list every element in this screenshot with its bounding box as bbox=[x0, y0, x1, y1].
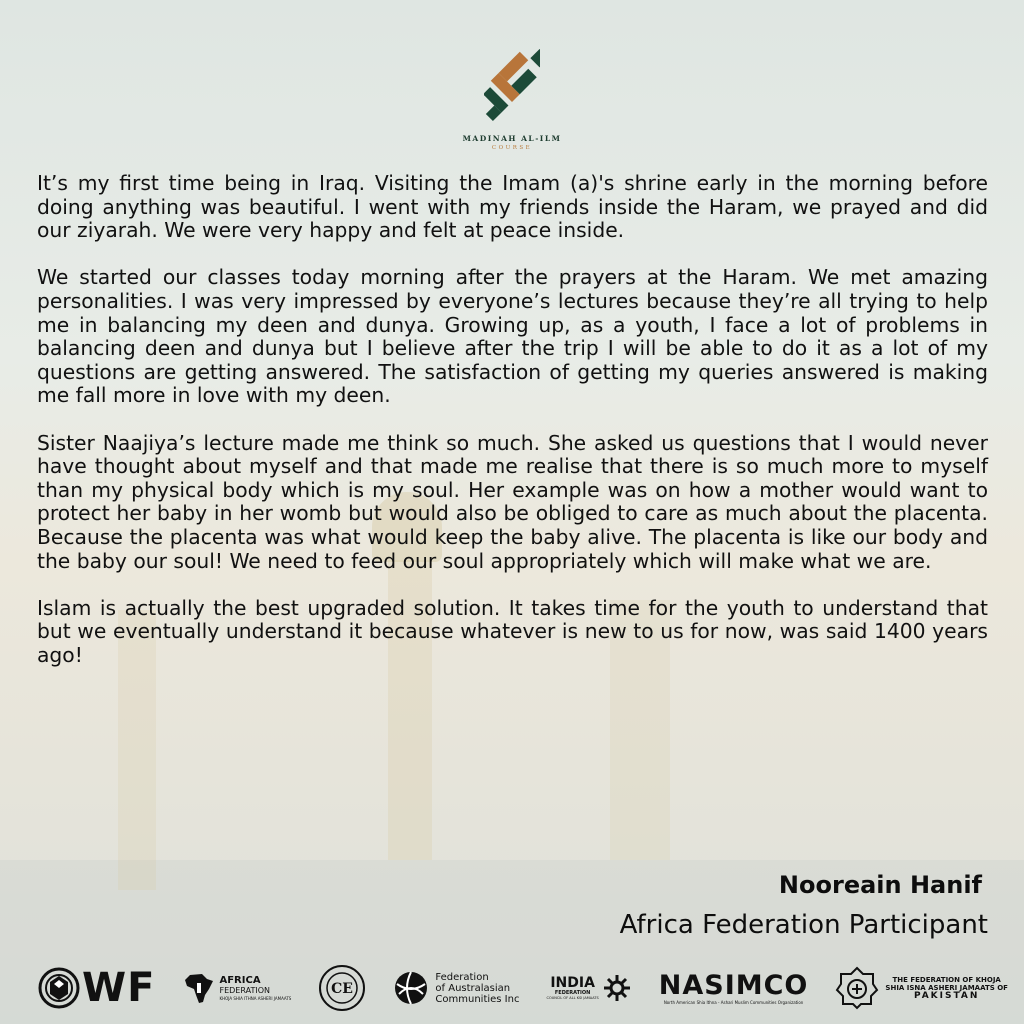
africa-federation-logo bbox=[182, 971, 291, 1005]
india-federation-tagline: COUNCIL OF ALL KSI JAMAATS bbox=[546, 995, 599, 1000]
fac-line-3: Communities Inc bbox=[435, 993, 520, 1005]
sponsor-logos bbox=[38, 960, 1008, 1016]
madinah-al-ilm-emblem-icon bbox=[484, 38, 540, 132]
testimonial-body bbox=[37, 172, 988, 691]
nasimco-tagline: North American Shia Ithna - Ashari Muslim Communities Organization bbox=[663, 999, 804, 1005]
india-federation-title: INDIA bbox=[550, 974, 595, 991]
fac-globe-icon bbox=[393, 970, 429, 1006]
svg-text:CE: CE bbox=[331, 981, 354, 997]
wf-logo bbox=[38, 965, 155, 1011]
council-of-european-jamaats-logo bbox=[318, 964, 366, 1012]
fac-line-1: Federation bbox=[435, 971, 489, 983]
pakistan-federation-line-3: PAKISTAN bbox=[913, 991, 980, 1001]
africa-federation-title: AFRICA bbox=[219, 974, 261, 986]
africa-federation-subtitle: FEDERATION bbox=[219, 985, 270, 995]
author-role: Africa Federation Participant bbox=[619, 910, 988, 940]
india-federation-logo bbox=[547, 973, 632, 1003]
paragraph: We started our classes today morning after the prayers at the Haram. We met amazing personalities. I was very impressed by everyone’s lectures because they’re all trying to help me in balancing my deen and dunya. Growing up, as a youth, I face a lot of problems in balancing deen and dunya but I believe after the trip I will be able to do it as a lot of my questions are getting answered. The satisfaction of getting my queries answered is making me fall more in love with my deen. bbox=[37, 265, 988, 408]
paragraph: Sister Naajiya’s lecture made me think so much. She asked us questions that I would never have thought about myself and that made me realise that there is so much more to myself than my physical body which is my soul. Her example was on how a mother would want to protect her baby in her womb but would also be obliged to care as much about the placenta. Because the placenta was what would keep the baby alive. The placenta is like our body and the baby our soul! We need to feed our soul appropriately which will make what we are. bbox=[37, 430, 988, 573]
nasimco-title: NASIMCO bbox=[658, 969, 809, 1001]
author-name: Nooreain Hanif bbox=[778, 871, 982, 899]
paragraph: It’s my first time being in Iraq. Visiting the Imam (a)'s shrine early in the morning before doing anything was beautiful. I went with my friends inside the Haram, we prayed and did our ziyarah. We were very happy and felt at peace inside. bbox=[37, 171, 988, 243]
pakistan-federation-line-2: SHIA ISNA ASHERI JAMAATS OF bbox=[885, 984, 1008, 992]
fac-logo bbox=[393, 970, 519, 1006]
paragraph: Islam is actually the best upgraded solution. It takes time for the youth to understand that but we eventually understand it because whatever is new to us for now, was said 1400 years ago! bbox=[37, 595, 988, 667]
nasimco-logo bbox=[658, 969, 809, 1005]
madinah-al-ilm-logo bbox=[462, 38, 562, 154]
wf-globe-icon bbox=[38, 967, 80, 1009]
wf-text: WF bbox=[82, 965, 156, 1011]
india-federation-subtitle: FEDERATION bbox=[554, 989, 591, 996]
india-federation-emblem-icon bbox=[602, 973, 632, 1003]
signature-block bbox=[620, 870, 988, 942]
africa-federation-tagline: KHOJA SHIA ITHNA ASHERI JAMAATS bbox=[219, 995, 292, 1001]
pakistan-federation-emblem-icon bbox=[835, 966, 879, 1010]
council-seal-icon bbox=[318, 964, 366, 1012]
logo-subtitle: COURSE bbox=[491, 145, 533, 151]
pakistan-federation-line-1: THE FEDERATION OF KHOJA bbox=[892, 976, 1001, 984]
africa-map-icon bbox=[182, 971, 216, 1005]
pakistan-federation-logo bbox=[835, 966, 1008, 1010]
logo-name: MADINAH AL-ILM bbox=[462, 134, 562, 143]
fac-line-2: of Australasian bbox=[435, 982, 511, 994]
